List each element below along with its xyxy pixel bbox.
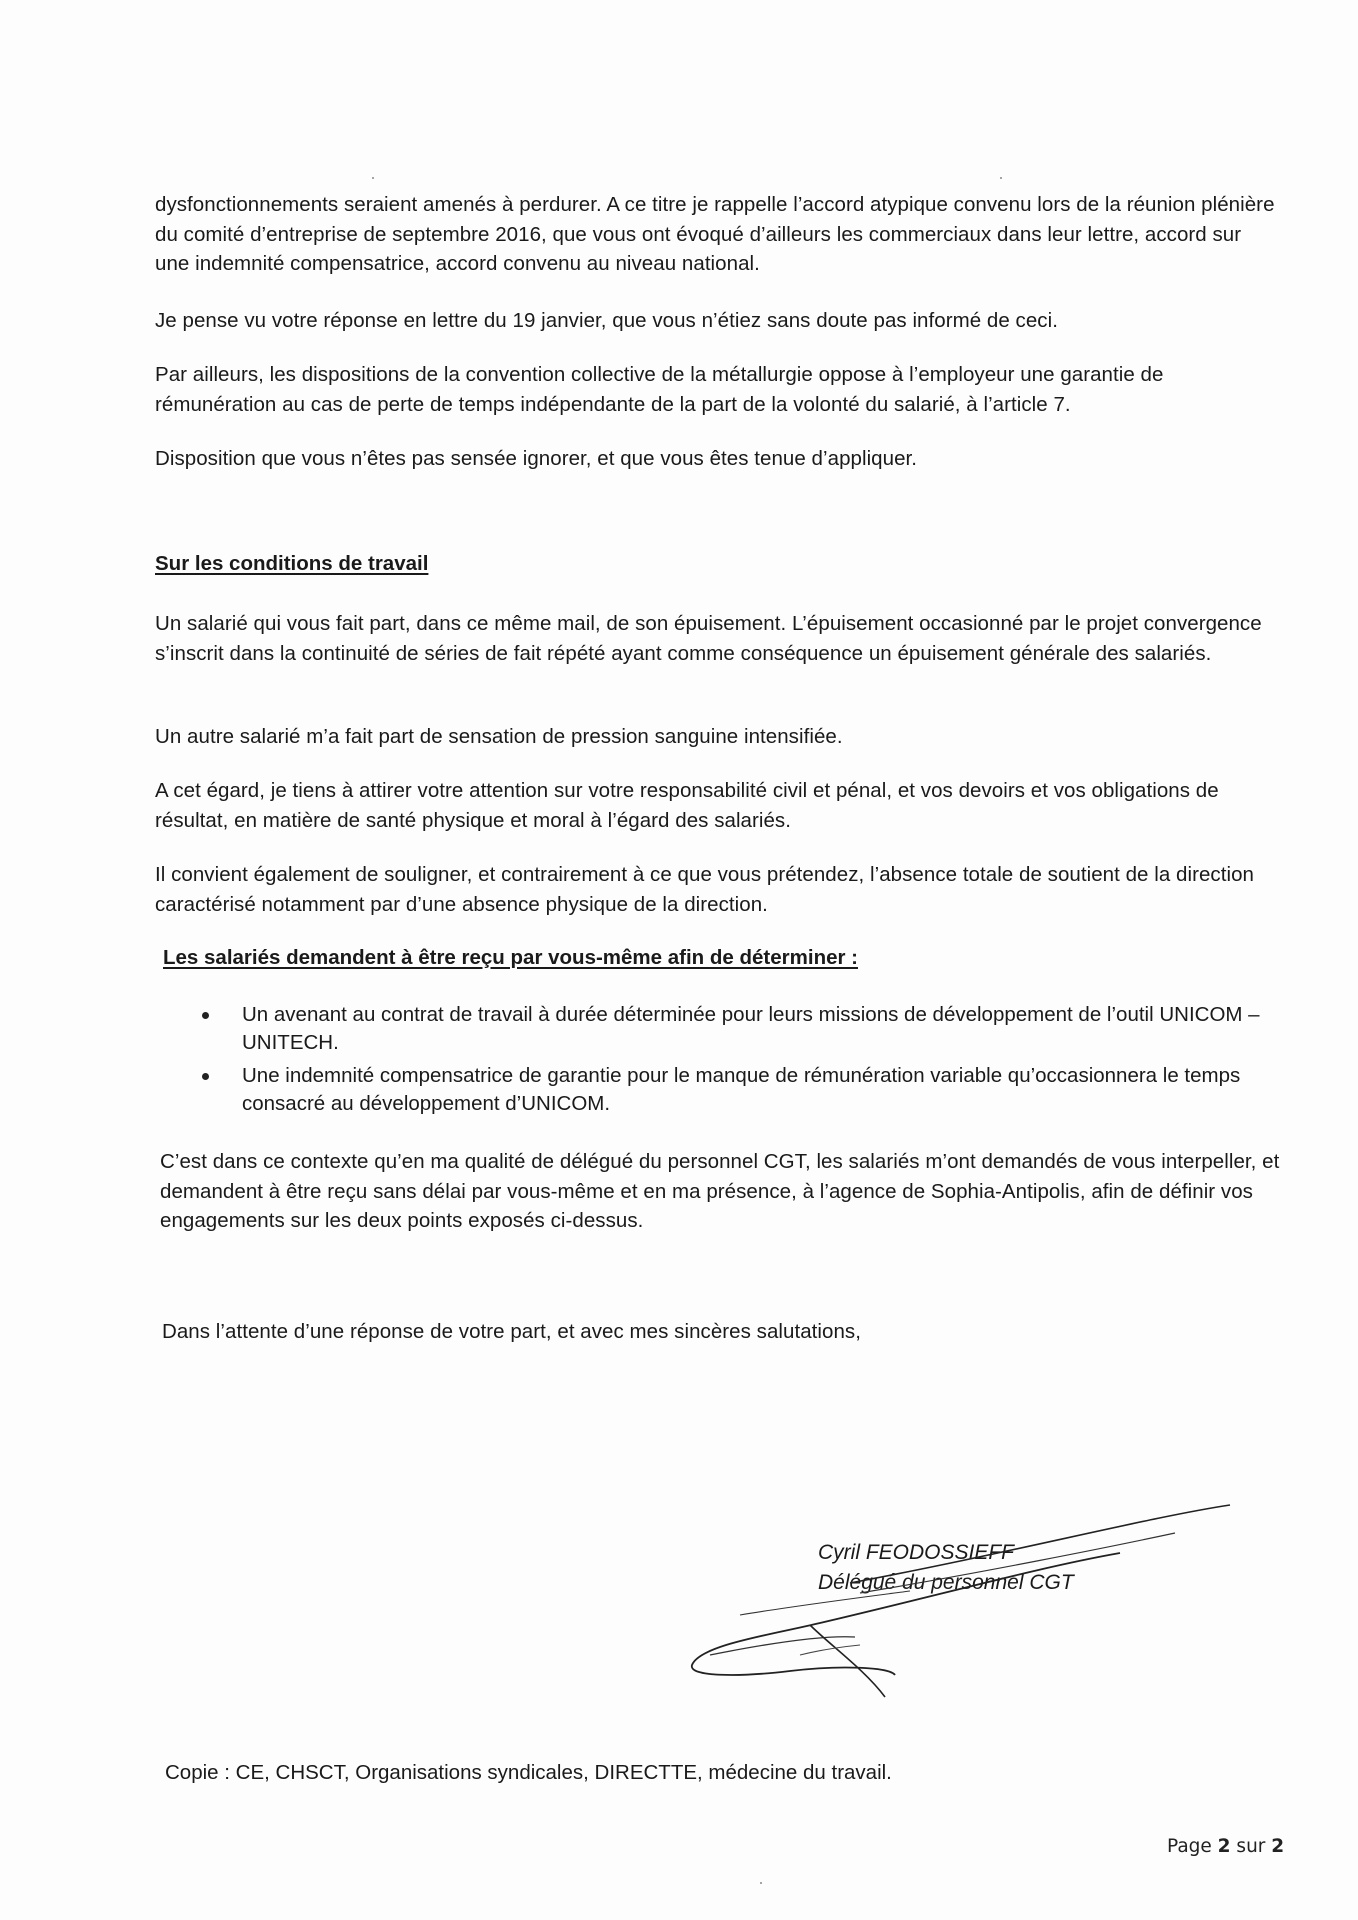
demand-list: [200, 1001, 1280, 1123]
intro-paragraph-2: [155, 306, 1275, 336]
paragraph-text: Un autre salarié m’a fait part de sensation de pression sanguine intensifiée.: [155, 725, 843, 748]
paragraph-text: Par ailleurs, les dispositions de la convention collective de la métallurgie oppose à l’employeur une garantie de rémunération au cas de perte de temps indépendante de la part de la volonté du salarié, à l’article 7.: [155, 363, 1164, 416]
scan-speck: [760, 1882, 762, 1884]
signatory-role: Délégué du personnel CGT: [818, 1571, 1074, 1594]
paragraph-text: Un salarié qui vous fait part, dans ce même mail, de son épuisement. L’épuisement occasionné par le projet convergence s’inscrit dans la continuité de séries de fait répété ayant comme conséquence un épuisement générale des salariés.: [155, 612, 1262, 665]
paragraph-text: Je pense vu votre réponse en lettre du 19 janvier, que vous n’étiez sans doute pas informé de ceci.: [155, 309, 1058, 332]
bullet-icon: [202, 1012, 209, 1019]
intro-paragraph-1: [155, 190, 1275, 279]
scan-speck: [1000, 177, 1002, 179]
paragraph-text: Disposition que vous n’êtes pas sensée ignorer, et que vous êtes tenue d’appliquer.: [155, 447, 918, 470]
section-paragraph-4: [155, 860, 1275, 919]
demand-heading: Les salariés demandent à être reçu par vous-même afin de déterminer :: [163, 946, 858, 969]
paragraph-text: C’est dans ce contexte qu’en ma qualité de délégué du personnel CGT, les salariés m’ont demandés de vous interpeller, et demandent à être reçu sans délai par vous-même et en ma présence, à l’agence de Sophia-Antipolis, afin de définir vos engagements sur les deux points exposés ci-dessus.: [160, 1150, 1280, 1232]
list-item-text: Une indemnité compensatrice de garantie pour le manque de rémunération variable qu’occasionnera le temps consacré au développement d’UNICOM.: [242, 1064, 1241, 1115]
page-current: 2: [1217, 1836, 1231, 1857]
intro-paragraph-4: [155, 444, 1275, 474]
scan-speck: [372, 177, 374, 179]
paragraph-text: dysfonctionnements seraient amenés à perdurer. A ce titre je rappelle l’accord atypique convenu lors de la réunion plénière du comité d’entreprise de septembre 2016, que vous ont évoqué d’ailleurs les commerciaux dans leur lettre, accord sur une indemnité compensatrice, accord convenu au niveau national.: [155, 193, 1275, 275]
section-paragraph-2: [155, 722, 1275, 752]
page-number-separator: sur: [1230, 1836, 1272, 1857]
section-paragraph-1: [155, 609, 1275, 668]
list-item: [200, 1001, 1280, 1057]
page-number-prefix: Page: [1167, 1836, 1218, 1857]
list-item: [200, 1062, 1280, 1118]
section-paragraph-3: [155, 776, 1275, 835]
closing-line: [162, 1317, 1282, 1347]
handwritten-signature-icon: [680, 1495, 1240, 1715]
section-heading: Sur les conditions de travail: [155, 552, 429, 575]
list-item-text: Un avenant au contrat de travail à durée déterminée pour leurs missions de développement de l’outil UNICOM – UNITECH.: [242, 1003, 1260, 1054]
paragraph-text: Il convient également de souligner, et contrairement à ce que vous prétendez, l’absence totale de soutient de la direction caractérisé notamment par d’une absence physique de la direction.: [155, 863, 1254, 916]
bullet-icon: [202, 1073, 209, 1080]
intro-paragraph-3: [155, 360, 1275, 419]
copy-recipients: Copie : CE, CHSCT, Organisations syndicales, DIRECTTE, médecine du travail.: [165, 1761, 892, 1784]
signatory-name: Cyril FEODOSSIEFF: [818, 1541, 1015, 1564]
paragraph-text: Dans l’attente d’une réponse de votre part, et avec mes sincères salutations,: [162, 1320, 861, 1343]
page-number: [1167, 1836, 1284, 1857]
paragraph-text: A cet égard, je tiens à attirer votre attention sur votre responsabilité civil et pénal, et vos devoirs et vos obligations de résultat, en matière de santé physique et moral à l’égard des salariés.: [155, 779, 1219, 832]
page-total: 2: [1271, 1836, 1285, 1857]
context-paragraph: [160, 1147, 1280, 1236]
